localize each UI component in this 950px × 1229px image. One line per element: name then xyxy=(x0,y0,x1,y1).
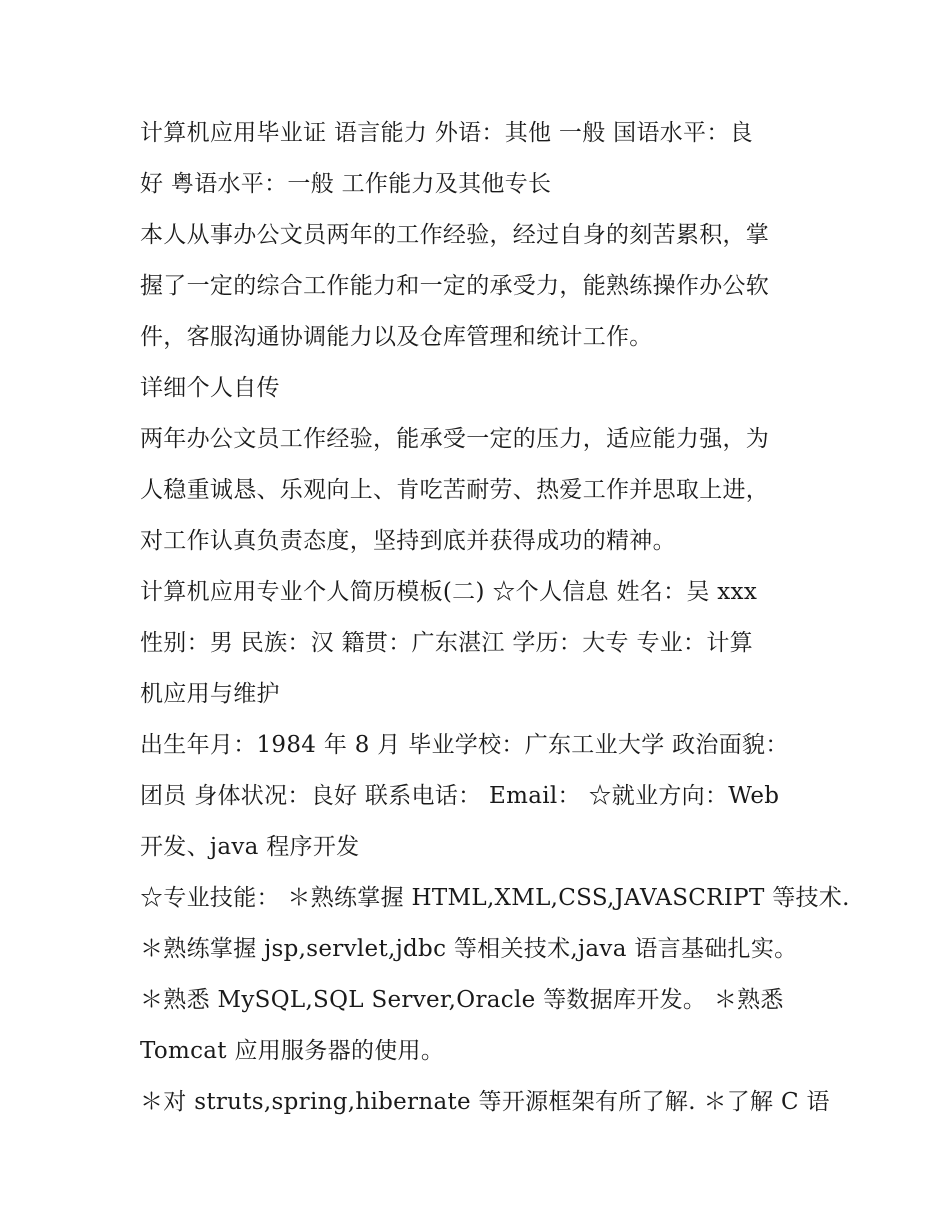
text-line: 本人从事办公文员两年的工作经验，经过自身的刻苦累积，掌 xyxy=(140,222,770,248)
text-line: 对工作认真负责态度，坚持到底并获得成功的精神。 xyxy=(140,528,676,554)
text-line: 开发、java 程序开发 xyxy=(140,834,360,860)
text-line: 机应用与维护 xyxy=(140,681,280,707)
text-line: 人稳重诚恳、乐观向上、肯吃苦耐劳、热爱工作并思取上进， xyxy=(140,477,770,503)
text-line: Tomcat 应用服务器的使用。 xyxy=(140,1038,445,1064)
text-line: 性别：男 民族：汉 籍贯：广东湛江 学历：大专 专业：计算 xyxy=(140,630,753,656)
text-line: ＊对 struts,spring,hibernate 等开源框架有所了解. ＊了解 C 语 xyxy=(140,1089,830,1115)
text-line: 握了一定的综合工作能力和一定的承受力，能熟练操作办公软 xyxy=(140,273,770,299)
text-line: 计算机应用专业个人简历模板(二) ☆个人信息 姓名：吴 xxx xyxy=(140,579,758,605)
text-line: 好 粤语水平：一般 工作能力及其他专长 xyxy=(140,171,552,197)
text-line: ☆专业技能： ＊熟练掌握 HTML,XML,CSS,JAVASCRIPT 等技术. xyxy=(140,885,850,911)
text-line: ＊熟悉 MySQL,SQL Server,Oracle 等数据库开发。 ＊熟悉 xyxy=(140,987,784,1013)
text-line: 计算机应用毕业证 语言能力 外语：其他 一般 国语水平：良 xyxy=(140,120,753,146)
text-line: 件，客服沟通协调能力以及仓库管理和统计工作。 xyxy=(140,324,653,350)
document-body xyxy=(140,108,850,1128)
text-line: 团员 身体状况：良好 联系电话： Email： ☆就业方向：Web xyxy=(140,783,780,809)
text-line: 两年办公文员工作经验，能承受一定的压力，适应能力强，为 xyxy=(140,426,770,452)
text-line: ＊熟练掌握 jsp,servlet,jdbc 等相关技术,java 语言基础扎实。 xyxy=(140,936,798,962)
text-line: 出生年月：1984 年 8 月 毕业学校：广东工业大学 政治面貌： xyxy=(140,732,789,758)
section-heading: 详细个人自传 xyxy=(140,375,280,401)
